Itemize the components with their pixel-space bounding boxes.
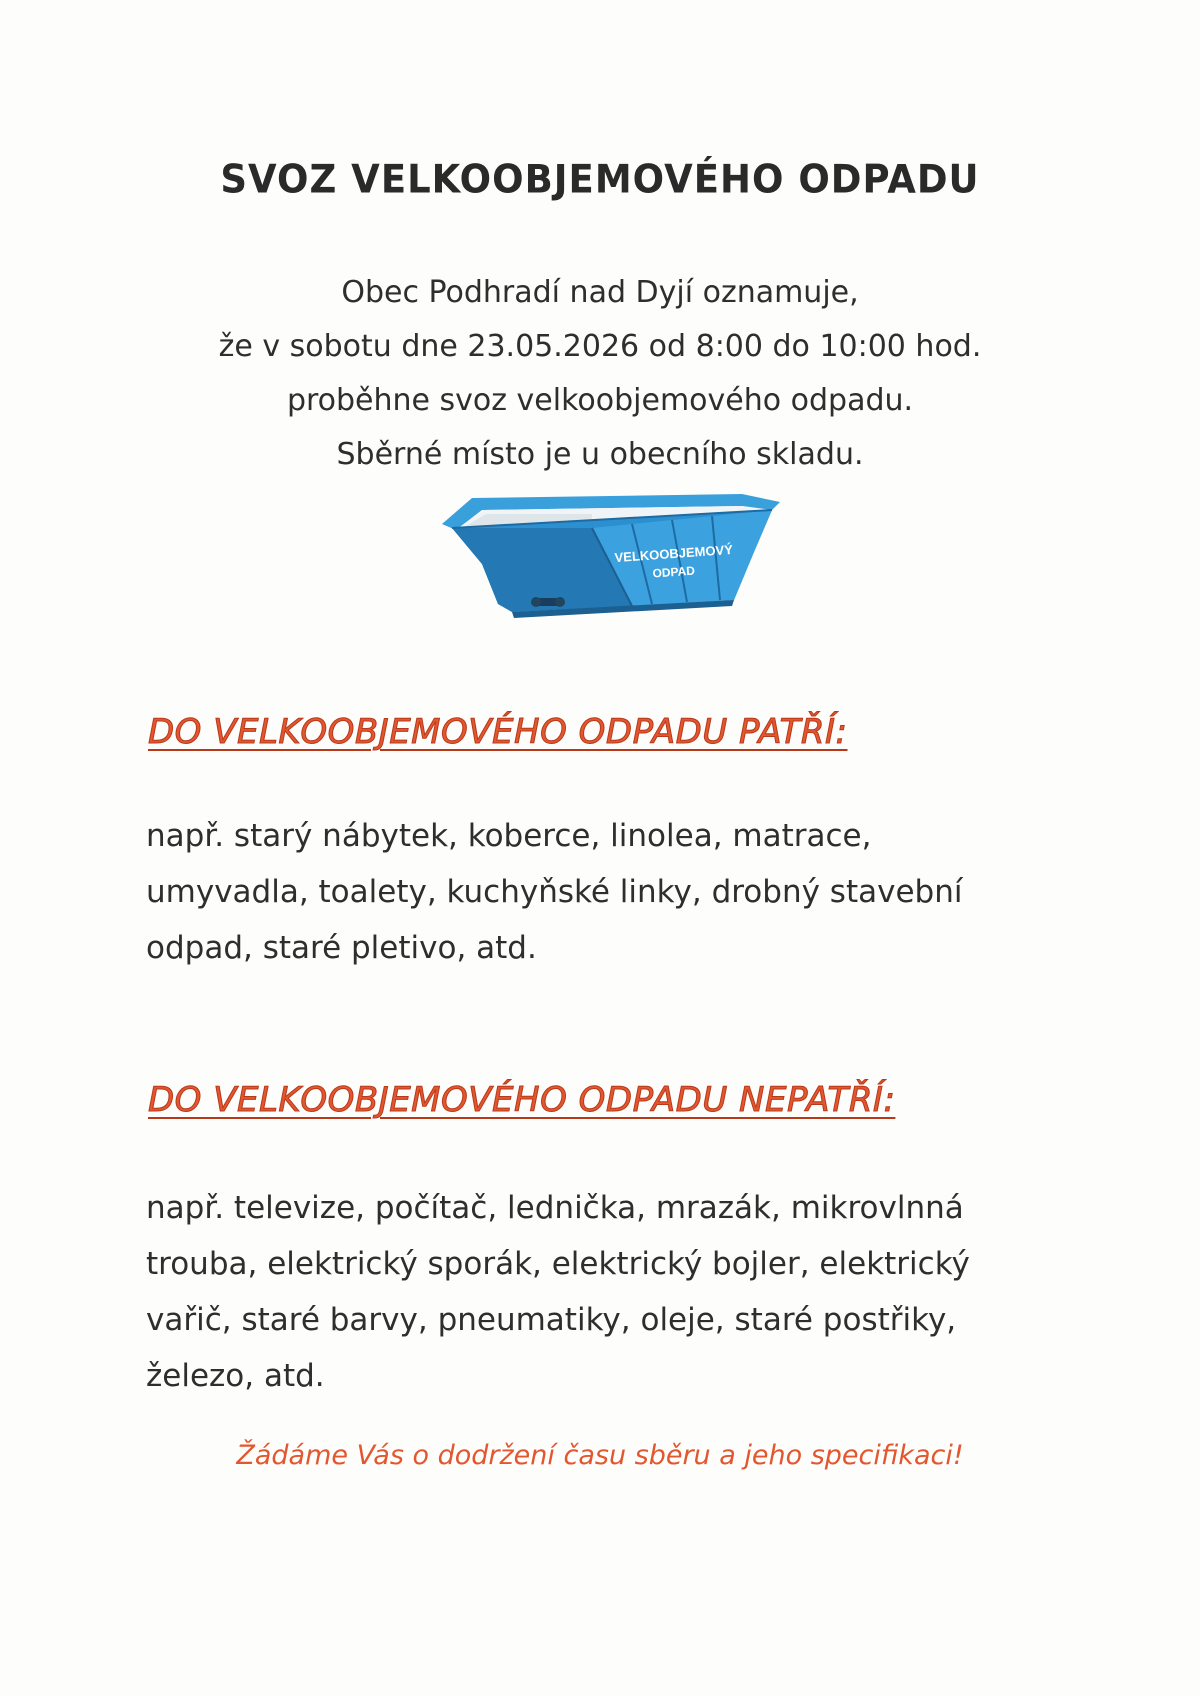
not-belongs-line: železo, atd. [146,1358,325,1394]
closing-note: Žádáme Vás o dodržení času sběru a jeho specifikaci! [236,1440,964,1471]
intro-line: Obec Podhradí nad Dyjí oznamuje, [341,275,859,310]
belongs-heading: DO VELKOOBJEMOVÉHO ODPADU PATŘÍ: [148,712,848,752]
not-belongs-line: vařič, staré barvy, pneumatiky, oleje, staré postřiky, [146,1302,957,1338]
belongs-list [146,808,1066,976]
waste-container-illustration [442,488,780,624]
belongs-line: odpad, staré pletivo, atd. [146,930,537,966]
intro-line: Sběrné místo je u obecního skladu. [336,437,864,472]
not-belongs-line: např. televize, počítač, lednička, mrazák, mikrovlnná [146,1190,964,1226]
belongs-line: např. starý nábytek, koberce, linolea, matrace, [146,818,872,854]
intro-text [0,266,1200,482]
page-title: SVOZ VELKOOBJEMOVÉHO ODPADU [220,156,980,203]
not-belongs-heading: DO VELKOOBJEMOVÉHO ODPADU NEPATŘÍ: [148,1080,896,1120]
belongs-line: umyvadla, toalety, kuchyňské linky, drobný stavební [146,874,963,910]
not-belongs-line: trouba, elektrický sporák, elektrický bojler, elektrický [146,1246,970,1282]
container-label-line-1: VELKOOBJEMOVÝ [614,541,734,566]
intro-line: proběhne svoz velkoobjemového odpadu. [286,383,914,418]
container-label-line-2: ODPAD [652,563,696,581]
not-belongs-list [146,1180,1066,1404]
intro-line: že v sobotu dne 23.05.2026 od 8:00 do 10:00 hod. [218,329,982,364]
